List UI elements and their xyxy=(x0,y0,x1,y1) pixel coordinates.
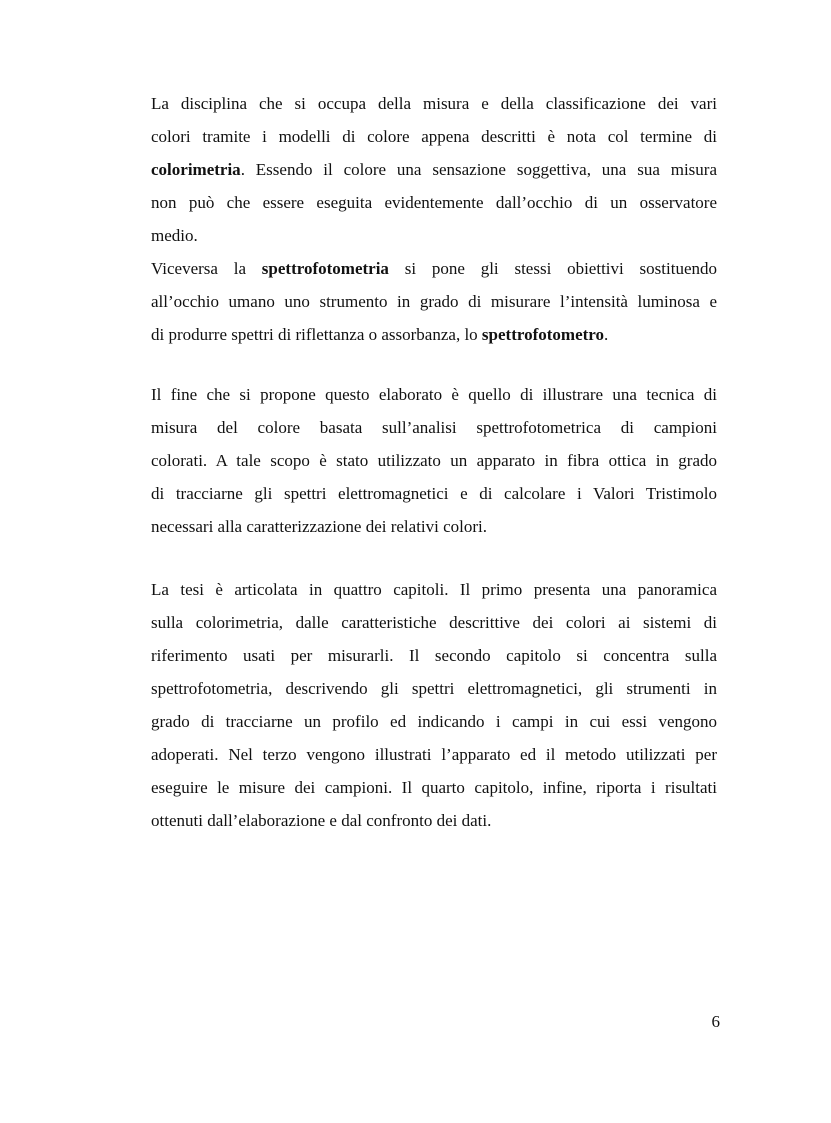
text-line: La tesi è articolata in quattro capitoli. Il primo presenta una panoramica xyxy=(151,580,717,599)
text-line: sulla colorimetria, dalle caratteristiche descrittive dei colori ai sistemi di xyxy=(151,613,717,632)
text-line: riferimento usati per misurarli. Il secondo capitolo si concentra sulla xyxy=(151,646,717,665)
text-line xyxy=(151,155,717,185)
text-run: Viceversa la xyxy=(151,259,262,278)
text-line: medio. xyxy=(151,226,198,245)
text-line: grado di tracciarne un profilo ed indicando i campi in cui essi vengono xyxy=(151,712,717,731)
page-number: 6 xyxy=(711,1012,720,1031)
text-line: adoperati. Nel terzo vengono illustrati l’apparato ed il metodo utilizzati per xyxy=(151,745,717,764)
bold-term-spettrofotometria: spettrofotometria xyxy=(261,259,389,278)
text-run: . Essendo il colore una sensazione soggettiva, una sua misura xyxy=(240,160,717,179)
text-line: di tracciarne gli spettri elettromagnetici e di calcolare i Valori Tristimolo xyxy=(151,484,717,503)
text-line: non può che essere eseguita evidentemente dall’occhio di un osservatore xyxy=(151,193,717,212)
text-line: all’occhio umano uno strumento in grado di misurare l’intensità luminosa e xyxy=(151,292,717,311)
text-line: colorati. A tale scopo è stato utilizzato un apparato in fibra ottica in grado xyxy=(151,451,717,470)
text-line xyxy=(151,320,717,350)
text-line: eseguire le misure dei campioni. Il quarto capitolo, infine, riporta i risultati xyxy=(151,778,717,797)
text-line xyxy=(151,254,717,284)
text-run: . xyxy=(604,325,609,344)
bold-term-colorimetria: colorimetria xyxy=(151,160,241,179)
text-line: La disciplina che si occupa della misura e della classificazione dei vari xyxy=(151,94,717,113)
text-line: necessari alla caratterizzazione dei relativi colori. xyxy=(151,517,488,536)
text-line: misura del colore basata sull’analisi spettrofotometrica di campioni xyxy=(151,418,717,437)
text-line: ottenuti dall’elaborazione e dal confronto dei dati. xyxy=(151,811,492,830)
text-line: Il fine che si propone questo elaborato è quello di illustrare una tecnica di xyxy=(151,385,717,404)
text-line: spettrofotometria, descrivendo gli spettri elettromagnetici, gli strumenti in xyxy=(151,679,717,698)
text-line: colori tramite i modelli di colore appena descritti è nota col termine di xyxy=(151,127,717,146)
text-run: di produrre spettri di riflettanza o assorbanza, lo xyxy=(151,325,482,344)
text-run: si pone gli stessi obiettivi sostituendo xyxy=(388,259,717,278)
bold-term-spettrofotometro: spettrofotometro xyxy=(481,325,605,344)
